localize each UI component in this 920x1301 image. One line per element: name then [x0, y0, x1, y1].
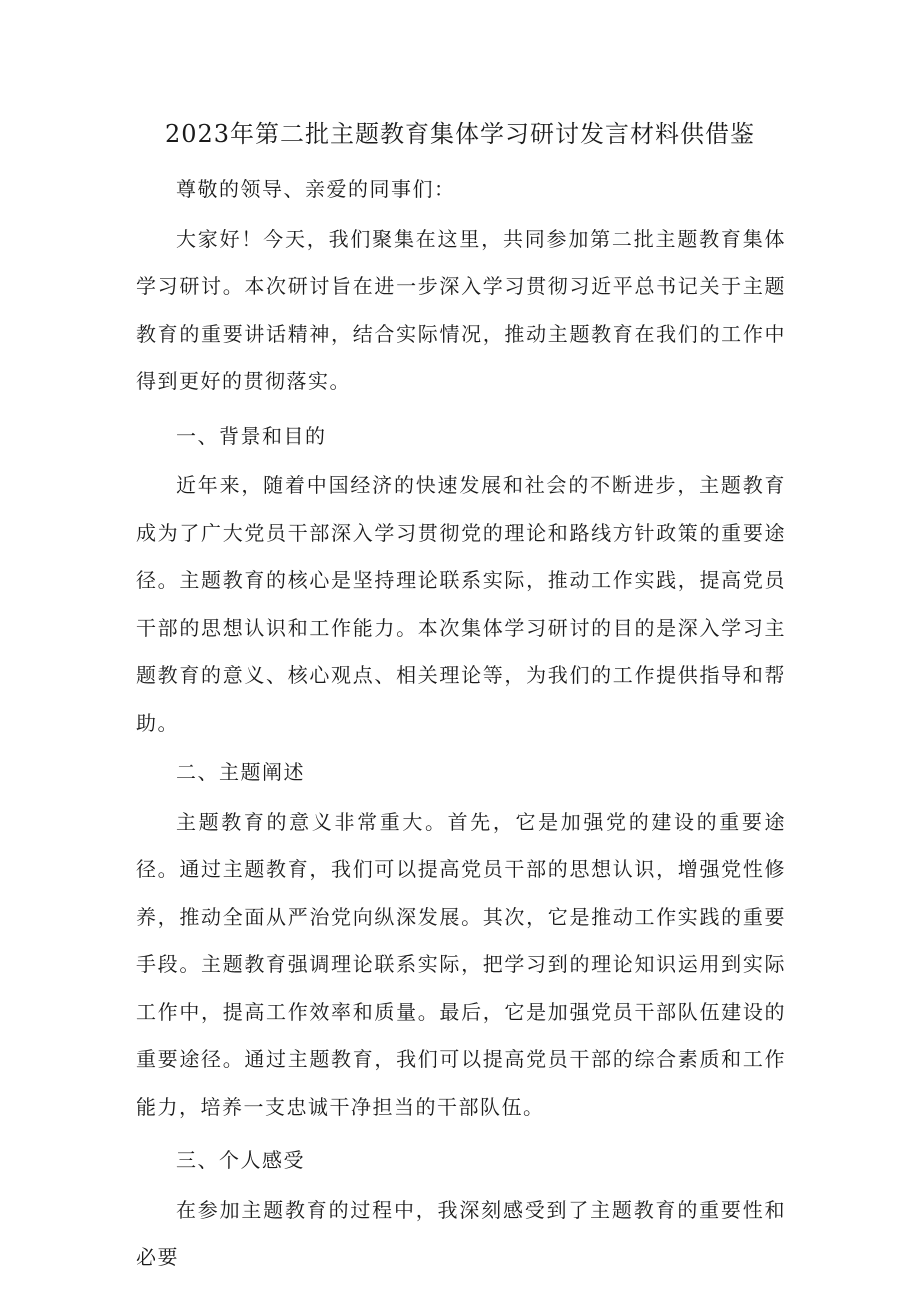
section-heading-background: 一、背景和目的	[176, 423, 327, 448]
paragraph-intro: 大家好！今天，我们聚集在这里，共同参加第二批主题教育集体学习研讨。本次研讨旨在进一步深入学习贯彻习近平总书记关于主题教育的重要讲话精神，结合实际情况，推动主题教育在我们的工作中得到更好的贯彻落实。	[136, 226, 786, 393]
paragraph-personal: 在参加主题教育的过程中，我深刻感受到了主题教育的重要性和必要	[136, 1197, 786, 1269]
salutation: 尊敬的领导、亲爱的同事们：	[176, 177, 456, 201]
paragraph-background: 近年来，随着中国经济的快速发展和社会的不断进步，主题教育成为了广大党员干部深入学习贯彻党的理论和路线方针政策的重要途径。主题教育的核心是坚持理论联系实际，推动工作实践，提高党员干部的思想认识和工作能力。本次集体学习研讨的目的是深入学习主题教育的意义、核心观点、相关理论等，为我们的工作提供指导和帮助。	[136, 473, 786, 735]
document-title: 2023年第二批主题教育集体学习研讨发言材料供借鉴	[164, 120, 756, 148]
section-heading-theme: 二、主题阐述	[176, 760, 305, 784]
section-heading-personal: 三、个人感受	[176, 1148, 305, 1172]
document-body	[136, 166, 786, 1282]
paragraph-theme: 主题教育的意义非常重大。首先，它是加强党的建设的重要途径。通过主题教育，我们可以提高党员干部的思想认识，增强党性修养，推动全面从严治党向纵深发展。其次，它是推动工作实践的重要手段。主题教育强调理论联系实际，把学习到的理论知识运用到实际工作中，提高工作效率和质量。最后，它是加强党员干部队伍建设的重要途径。通过主题教育，我们可以提高党员干部的综合素质和工作能力，培养一支忠诚干净担当的干部队伍。	[136, 809, 786, 1119]
